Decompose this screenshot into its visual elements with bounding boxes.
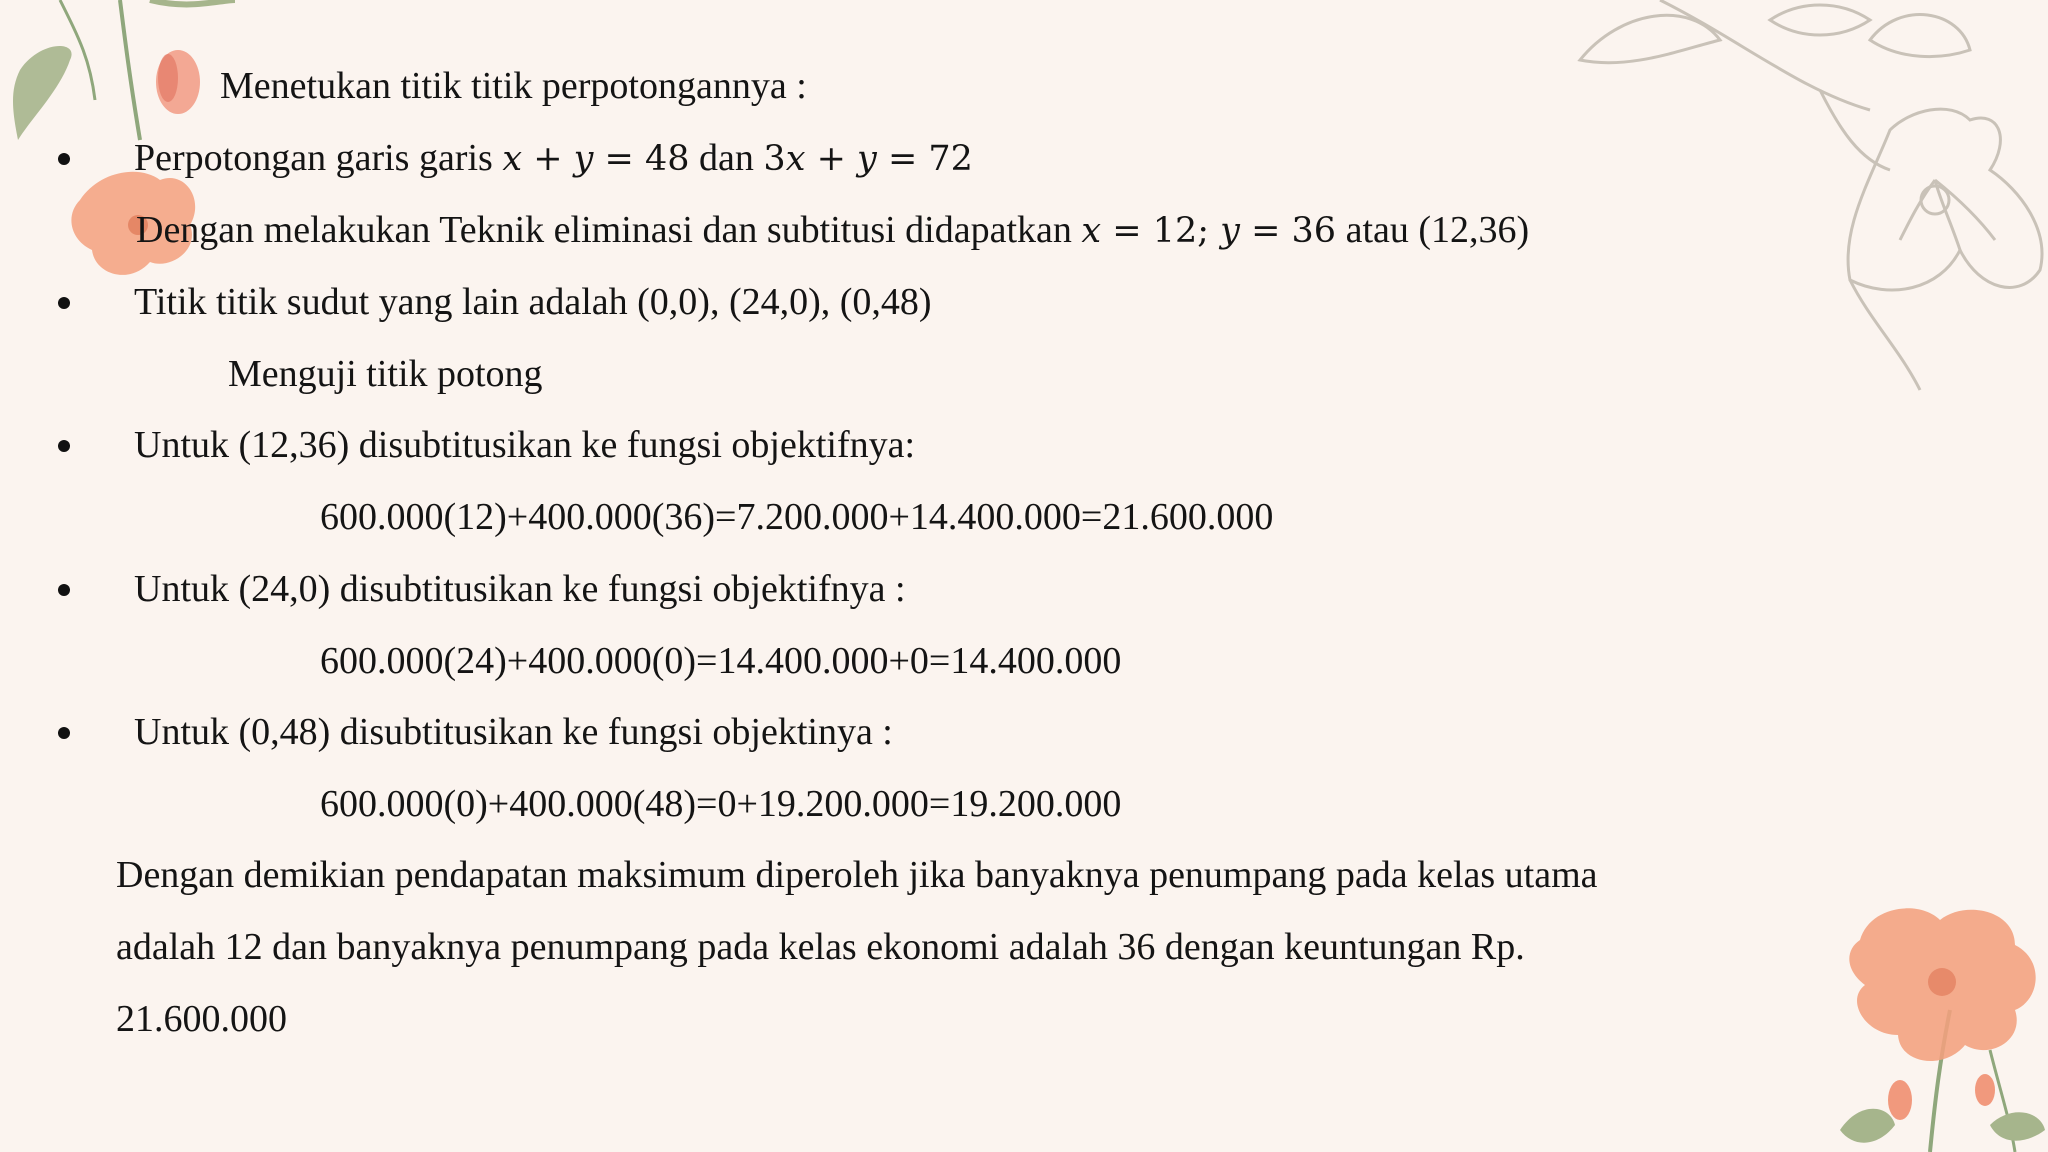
calculation-12-36: 600.000(12)+400.000(36)=7.200.000+14.400.000=21.600.000 <box>320 496 1274 538</box>
text-run: Perpotongan garis garis <box>134 137 503 179</box>
bullet-point <box>58 440 70 452</box>
equation-rhs: = 72 <box>876 139 973 179</box>
calculation-0-48: 600.000(0)+400.000(48)=0+19.200.000=19.200.000 <box>320 783 1122 825</box>
conclusion-line-3: 21.600.000 <box>116 998 287 1040</box>
text-run: dan <box>689 137 764 179</box>
calculation-24-0: 600.000(24)+400.000(0)=14.400.000+0=14.400.000 <box>320 640 1122 682</box>
equation-1 <box>502 139 689 179</box>
solution-equation <box>1081 211 1336 251</box>
equation-rhs: = 48 <box>593 139 690 179</box>
conclusion-line-1: Dengan demikian pendapatan maksimum diperoleh jika banyaknya penumpang pada kelas utama <box>116 854 1598 896</box>
conclusion-line-2: adalah 12 dan banyaknya penumpang pada kelas ekonomi adalah 36 dengan keuntungan Rp. <box>116 926 1525 968</box>
equation-2 <box>763 139 973 179</box>
bullet-point <box>58 153 70 165</box>
operator: + <box>805 139 858 179</box>
var-x: x <box>785 139 806 179</box>
sketch-flower-decoration-top-right <box>1540 0 2048 400</box>
corner-points-text: Titik titik sudut yang lain adalah (0,0), (24,0), (0,48) <box>134 281 932 323</box>
var-y: y <box>573 139 594 179</box>
substitution-text-24-0: Untuk (24,0) disubtitusikan ke fungsi objektifnya : <box>134 568 906 610</box>
var-x: x <box>502 139 523 179</box>
coefficient: 3 <box>763 139 786 179</box>
substitution-text-0-48: Untuk (0,48) disubtitusikan ke fungsi objektinya : <box>134 711 893 753</box>
bullet-point <box>58 584 70 596</box>
substitution-text-12-36: Untuk (12,36) disubtitusikan ke fungsi objektifnya: <box>134 424 916 466</box>
text-run: Dengan melakukan Teknik eliminasi dan subtitusi didapatkan <box>136 209 1082 251</box>
var-x: x <box>1081 211 1102 251</box>
intersection-line-text <box>134 134 973 183</box>
bullet-point <box>58 297 70 309</box>
text-run: atau (12,36) <box>1336 209 1530 251</box>
flower-decoration-bottom-right <box>1840 900 2048 1152</box>
value: = 12; <box>1101 211 1221 251</box>
elimination-result-text <box>136 206 1529 255</box>
operator: + <box>522 139 574 179</box>
section-heading: Menetukan titik titik perpotongannya : <box>220 65 807 107</box>
var-y: y <box>857 139 877 179</box>
subheading-test-points: Menguji titik potong <box>228 353 543 395</box>
var-y: y <box>1220 211 1240 251</box>
bullet-point <box>58 727 70 739</box>
value: = 36 <box>1239 211 1337 251</box>
